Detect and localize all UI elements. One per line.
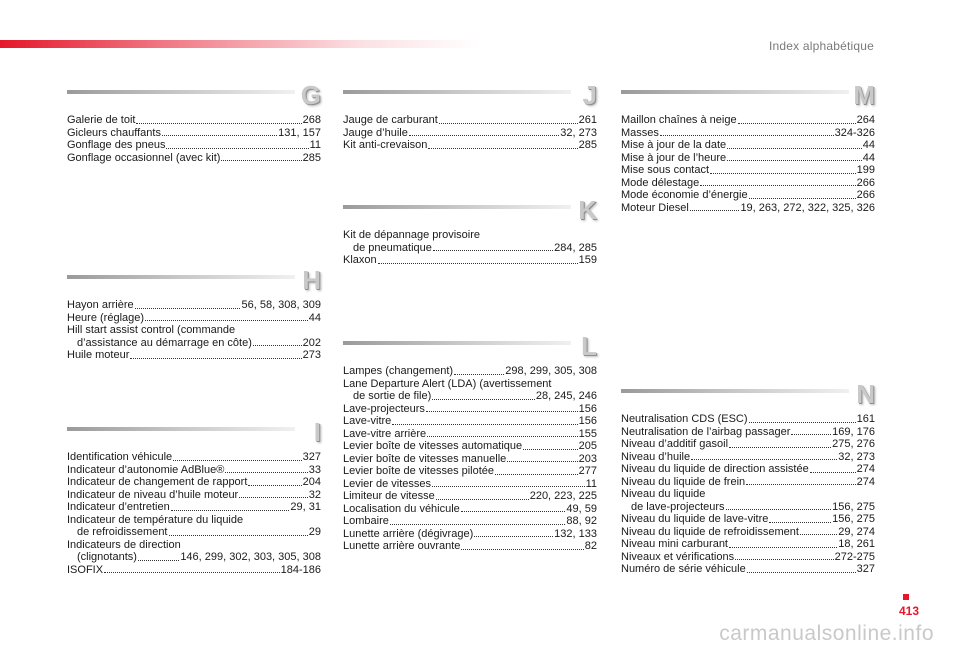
index-entry-pages: 202 <box>302 336 321 349</box>
index-entry-line: Hill start assist control (commande <box>67 324 236 336</box>
index-entry-pages: 56, 58, 308, 309 <box>241 299 321 311</box>
section-rule <box>67 90 295 94</box>
index-entry-pages: 274 <box>856 463 875 475</box>
index-entry-term: Niveau du liquide de direction assistée <box>621 463 809 475</box>
section-header <box>621 379 875 413</box>
index-entry-pages: 161 <box>856 413 875 425</box>
index-entry-pages: 272-275 <box>834 550 875 563</box>
index-entry <box>67 476 321 489</box>
index-entry <box>343 365 597 378</box>
index-section-h <box>67 265 321 362</box>
dot-leader <box>221 160 301 161</box>
index-section-n <box>621 379 875 576</box>
dot-leader <box>104 572 280 573</box>
index-entry <box>621 426 875 439</box>
index-entry <box>621 476 875 489</box>
index-entry <box>343 453 597 466</box>
index-entry-term: Heure (réglage) <box>67 311 145 324</box>
index-entry-pages: 274 <box>856 475 875 488</box>
index-entry <box>621 139 875 152</box>
index-entry-term: d’assistance au démarrage en côte) <box>77 336 252 349</box>
index-entry-term: Neutralisation CDS (ESC) <box>621 413 748 425</box>
section-header <box>67 417 321 451</box>
index-entry-pages: 285 <box>578 139 597 151</box>
index-entry-term: Levier de vitesses <box>343 477 432 490</box>
index-entry-pages: 32, 273 <box>838 450 875 463</box>
dot-leader <box>439 123 578 124</box>
index-entry-term: Mise à jour de la date <box>621 139 727 151</box>
section-header <box>67 265 321 299</box>
index-entry <box>621 438 875 451</box>
index-entry <box>67 349 321 362</box>
dot-leader <box>461 549 583 550</box>
index-entry <box>343 528 597 541</box>
index-entry <box>621 463 875 476</box>
index-entry-pages: 159 <box>578 254 597 266</box>
index-entry-line: Indicateurs de direction <box>67 538 181 551</box>
dot-leader <box>136 123 301 124</box>
index-entry-pages: 29 <box>308 526 321 538</box>
index-entry-line: Indicateur de température du liquide <box>67 513 244 526</box>
index-entry <box>343 415 597 428</box>
index-entry-pages: 156, 275 <box>832 500 875 513</box>
index-entry <box>67 551 321 564</box>
index-entry-pages: 327 <box>856 563 875 575</box>
dot-leader <box>166 148 308 149</box>
index-entry <box>343 254 597 267</box>
dot-leader <box>392 424 577 425</box>
index-entry-pages: 285 <box>302 151 321 164</box>
index-entry-term: Lunette arrière ouvrante <box>343 540 461 552</box>
index-entry-pages: 131, 157 <box>278 126 321 139</box>
index-entry <box>343 540 597 553</box>
index-entry-pages: 29, 31 <box>290 501 321 513</box>
index-entry-pages: 184-186 <box>280 563 321 576</box>
index-entry-pages: 18, 261 <box>838 538 875 550</box>
dot-leader <box>426 411 578 412</box>
entry-list <box>621 413 875 576</box>
index-entry-pages: 268 <box>302 114 321 126</box>
section-letter: G <box>300 80 321 110</box>
dot-leader <box>390 524 566 525</box>
dot-leader <box>691 459 837 460</box>
index-entry <box>67 564 321 577</box>
dot-leader <box>145 320 308 321</box>
index-entry <box>343 242 597 255</box>
index-entry-term: Levier boîte de vitesses automatique <box>343 440 523 452</box>
index-entry-term: Indicateur d’entretien <box>67 501 170 513</box>
index-section-i <box>67 417 321 576</box>
dot-leader <box>690 210 740 211</box>
index-entry-term: Indicateur d’autonomie AdBlue® <box>67 463 225 476</box>
index-entry-term: de lave-projecteurs <box>631 500 725 513</box>
index-entry-term: Mode délestage <box>621 176 700 189</box>
index-entry-term: Localisation du véhicule <box>343 502 460 515</box>
page-number: 413 <box>899 604 920 618</box>
dot-leader <box>735 559 834 560</box>
index-entry-term: Indicateur de niveau d’huile moteur <box>67 488 239 501</box>
watermark: carmanualsonline.info <box>719 622 934 645</box>
index-entry-term: Lave-vitre <box>343 415 392 427</box>
dot-leader <box>791 434 831 435</box>
index-entry-term: Indicateur de changement de rapport <box>67 476 248 488</box>
index-entry-term: Identification véhicule <box>67 451 173 463</box>
index-entry-pages: 156 <box>578 402 597 415</box>
dot-leader <box>432 486 585 487</box>
dot-leader <box>427 436 578 437</box>
top-accent-bar <box>0 40 480 48</box>
index-entry-pages: 199 <box>856 164 875 176</box>
index-section-m <box>621 80 875 214</box>
index-entry-pages: 324-326 <box>834 126 875 139</box>
index-section-k <box>343 195 597 267</box>
section-rule <box>67 275 295 279</box>
index-entry-pages: 11 <box>309 139 321 151</box>
index-entry-pages: 205 <box>578 440 597 452</box>
index-entry-term: Huile moteur <box>67 349 130 361</box>
index-entry <box>67 152 321 165</box>
entry-list <box>67 299 321 362</box>
index-entry-term: Mode économie d’énergie <box>621 189 748 201</box>
section-rule <box>621 389 849 393</box>
section-rule <box>343 341 571 345</box>
index-entry-pages: 132, 133 <box>554 527 597 540</box>
dot-leader <box>660 135 834 136</box>
index-entry-term: Lombaire <box>343 515 389 527</box>
index-entry-pages: 155 <box>578 427 597 440</box>
index-entry-term: Lave-projecteurs <box>343 402 425 415</box>
dot-leader <box>710 173 856 174</box>
dot-leader <box>253 345 302 346</box>
index-entry-pages: 220, 223, 225 <box>529 490 597 502</box>
entry-list <box>343 365 597 553</box>
index-entry-pages: 88, 92 <box>566 515 597 527</box>
section-header <box>343 331 597 365</box>
dot-leader <box>507 461 577 462</box>
index-entry <box>621 189 875 202</box>
index-entry-pages: 156, 275 <box>832 513 875 525</box>
index-entry-term: Neutralisation de l’airbag passager <box>621 425 791 438</box>
index-entry-pages: 261 <box>578 114 597 126</box>
index-entry <box>621 152 875 165</box>
index-entry <box>343 114 597 127</box>
dot-leader <box>700 185 855 186</box>
index-entry-line: Lane Departure Alert (LDA) (avertissement <box>343 377 552 390</box>
index-entry-term: Numéro de série véhicule <box>621 563 746 575</box>
entry-list <box>343 229 597 267</box>
index-entry-line: Niveau du liquide <box>621 488 706 500</box>
dot-leader <box>729 447 831 448</box>
index-entry-term: Levier boîte de vitesses pilotée <box>343 465 495 477</box>
index-entry-term: Niveau mini carburant <box>621 538 728 550</box>
index-entry <box>67 114 321 127</box>
dot-leader <box>726 509 832 510</box>
dot-leader <box>727 148 862 149</box>
dot-leader <box>248 485 301 486</box>
index-entry-pages: 146, 299, 302, 303, 305, 308 <box>180 551 321 563</box>
index-entry-term: Niveau du liquide de refroidissement <box>621 525 799 538</box>
index-entry-term: Niveau d’huile <box>621 450 691 463</box>
dot-leader <box>409 135 559 136</box>
index-entry <box>621 413 875 426</box>
index-entry-pages: 11 <box>585 477 597 490</box>
dot-leader <box>454 374 504 375</box>
index-entry-pages: 298, 299, 305, 308 <box>505 365 597 377</box>
index-entry-term: Moteur Diesel <box>621 201 689 214</box>
index-entry-term: Niveau d’additif gasoil <box>621 438 729 450</box>
index-entry-term: de refroidissement <box>77 526 168 538</box>
section-letter: M <box>853 80 875 110</box>
section-letter: H <box>302 265 321 295</box>
index-entry-pages: 284, 285 <box>554 241 597 254</box>
index-entry-term: Niveau du liquide de frein <box>621 475 746 488</box>
dot-leader <box>239 497 308 498</box>
index-entry-pages: 266 <box>856 189 875 201</box>
index-entry <box>621 501 875 514</box>
index-section-g <box>67 80 321 164</box>
index-entry <box>343 139 597 152</box>
dot-leader <box>138 560 179 561</box>
dot-leader <box>810 472 856 473</box>
dot-leader <box>378 263 578 264</box>
entry-list <box>621 114 875 214</box>
index-entry <box>621 563 875 576</box>
dot-leader <box>746 484 856 485</box>
index-entry <box>343 428 597 441</box>
index-entry <box>621 177 875 190</box>
index-section-l <box>343 331 597 553</box>
index-entry-pages: 156 <box>578 415 597 427</box>
dot-leader <box>523 449 577 450</box>
index-entry <box>67 501 321 514</box>
entry-list <box>67 451 321 576</box>
index-entry-term: Mise à jour de l’heure <box>621 151 727 164</box>
index-entry-pages: 264 <box>856 114 875 126</box>
entry-list <box>67 114 321 164</box>
dot-leader <box>495 474 578 475</box>
index-entry-term: Niveau du liquide de lave-vitre <box>621 513 769 525</box>
index-entry-pages: 32, 273 <box>560 126 597 139</box>
dot-leader <box>769 522 831 523</box>
index-entry-pages: 82 <box>584 540 597 552</box>
index-entry-pages: 29, 274 <box>838 525 875 538</box>
index-entry-term: de pneumatique <box>353 241 432 254</box>
index-entry-term: Maillon chaînes à neige <box>621 114 737 126</box>
dot-leader <box>747 572 856 573</box>
index-entry <box>343 403 597 416</box>
index-entry-line: Kit de dépannage provisoire <box>343 229 480 241</box>
index-entry <box>343 390 597 403</box>
dot-leader <box>135 308 241 309</box>
index-entry-pages: 275, 276 <box>832 438 875 450</box>
index-entry-pages: 32 <box>308 488 321 501</box>
dot-leader <box>800 534 837 535</box>
entry-list <box>343 114 597 152</box>
index-entry-term: de sortie de file) <box>353 390 432 402</box>
section-header <box>343 195 597 229</box>
dot-leader <box>432 399 535 400</box>
index-entry-term: Kit anti-crevaison <box>343 139 428 151</box>
index-entry <box>67 337 321 350</box>
section-header <box>621 80 875 114</box>
section-letter: N <box>856 379 875 409</box>
dot-leader <box>436 499 529 500</box>
index-entry-term: Gicleurs chauffants <box>67 126 161 139</box>
index-entry-pages: 28, 245, 246 <box>535 390 597 402</box>
index-entry <box>621 114 875 127</box>
index-entry <box>621 451 875 464</box>
index-entry-term: ISOFIX <box>67 563 104 576</box>
dot-leader <box>749 422 856 423</box>
index-entry <box>67 139 321 152</box>
index-entry <box>67 299 321 312</box>
index-entry <box>67 451 321 464</box>
index-entry-term: Gonflage occasionnel (avec kit) <box>67 151 221 164</box>
section-letter: I <box>313 417 321 447</box>
index-entry <box>343 478 597 491</box>
index-entry <box>343 515 597 528</box>
index-entry <box>621 538 875 551</box>
index-entry <box>621 551 875 564</box>
index-entry-pages: 44 <box>308 311 321 324</box>
index-entry-term: Klaxon <box>343 254 377 266</box>
index-entry-term: Niveaux et vérifications <box>621 550 735 563</box>
index-entry <box>67 312 321 325</box>
dot-leader <box>162 135 277 136</box>
section-rule <box>343 90 571 94</box>
index-entry-pages: 49, 59 <box>566 502 597 515</box>
dot-leader <box>727 160 862 161</box>
index-entry <box>67 489 321 502</box>
index-entry <box>621 127 875 140</box>
dot-leader <box>171 510 290 511</box>
page-header-title: Index alphabétique <box>768 39 874 53</box>
index-entry <box>621 164 875 177</box>
index-entry-pages: 266 <box>856 176 875 189</box>
index-entry <box>343 465 597 478</box>
index-entry <box>621 513 875 526</box>
index-entry <box>343 440 597 453</box>
index-entry <box>67 526 321 539</box>
index-entry-term: Galerie de toit <box>67 114 136 126</box>
index-entry-term: (clignotants) <box>77 551 137 563</box>
index-entry-term: Masses <box>621 126 659 139</box>
index-section-j <box>343 80 597 152</box>
index-entry <box>343 490 597 503</box>
section-header <box>67 80 321 114</box>
index-entry <box>621 202 875 215</box>
index-entry-term: Limiteur de vitesse <box>343 490 435 502</box>
index-entry <box>621 526 875 539</box>
index-entry-term: Jauge de carburant <box>343 114 438 126</box>
dot-leader <box>428 148 577 149</box>
dot-leader <box>433 250 553 251</box>
dot-leader <box>173 460 301 461</box>
index-entry-term: Hayon arrière <box>67 299 134 311</box>
index-entry-pages: 19, 263, 272, 322, 325, 326 <box>740 201 875 214</box>
index-entry-term: Lampes (changement) <box>343 365 454 377</box>
index-entry-term: Lunette arrière (dégivrage) <box>343 527 474 540</box>
index-entry-pages: 204 <box>302 476 321 488</box>
index-entry-term: Mise sous contact <box>621 164 710 176</box>
index-entry <box>343 127 597 140</box>
dot-leader <box>738 123 856 124</box>
dot-leader <box>169 535 308 536</box>
dot-leader <box>474 536 553 537</box>
index-entry-pages: 327 <box>302 451 321 463</box>
index-entry <box>67 464 321 477</box>
index-entry-term: Lave-vitre arrière <box>343 427 427 440</box>
section-rule <box>343 205 571 209</box>
index-entry <box>67 127 321 140</box>
index-entry <box>343 503 597 516</box>
index-entry-pages: 277 <box>578 465 597 477</box>
index-entry-term: Gonflage des pneus <box>67 139 166 151</box>
index-entry-term: Jauge d’huile <box>343 126 408 139</box>
dot-leader <box>729 547 837 548</box>
dot-leader <box>130 358 301 359</box>
section-rule <box>621 90 849 94</box>
index-entry-pages: 203 <box>578 452 597 465</box>
section-letter: L <box>581 331 597 361</box>
index-entry-pages: 33 <box>308 463 321 476</box>
index-entry-pages: 44 <box>862 139 875 151</box>
index-entry-pages: 273 <box>302 349 321 361</box>
index-entry-pages: 169, 176 <box>832 425 875 438</box>
dot-leader <box>749 198 856 199</box>
section-rule <box>67 427 295 431</box>
index-entry-term: Levier boîte de vitesses manuelle <box>343 452 507 465</box>
section-letter: K <box>578 195 597 225</box>
section-letter: J <box>582 80 597 110</box>
page-corner-mark <box>903 594 909 600</box>
index-entry-pages: 44 <box>862 151 875 164</box>
dot-leader <box>225 472 307 473</box>
dot-leader <box>461 511 566 512</box>
section-header <box>343 80 597 114</box>
